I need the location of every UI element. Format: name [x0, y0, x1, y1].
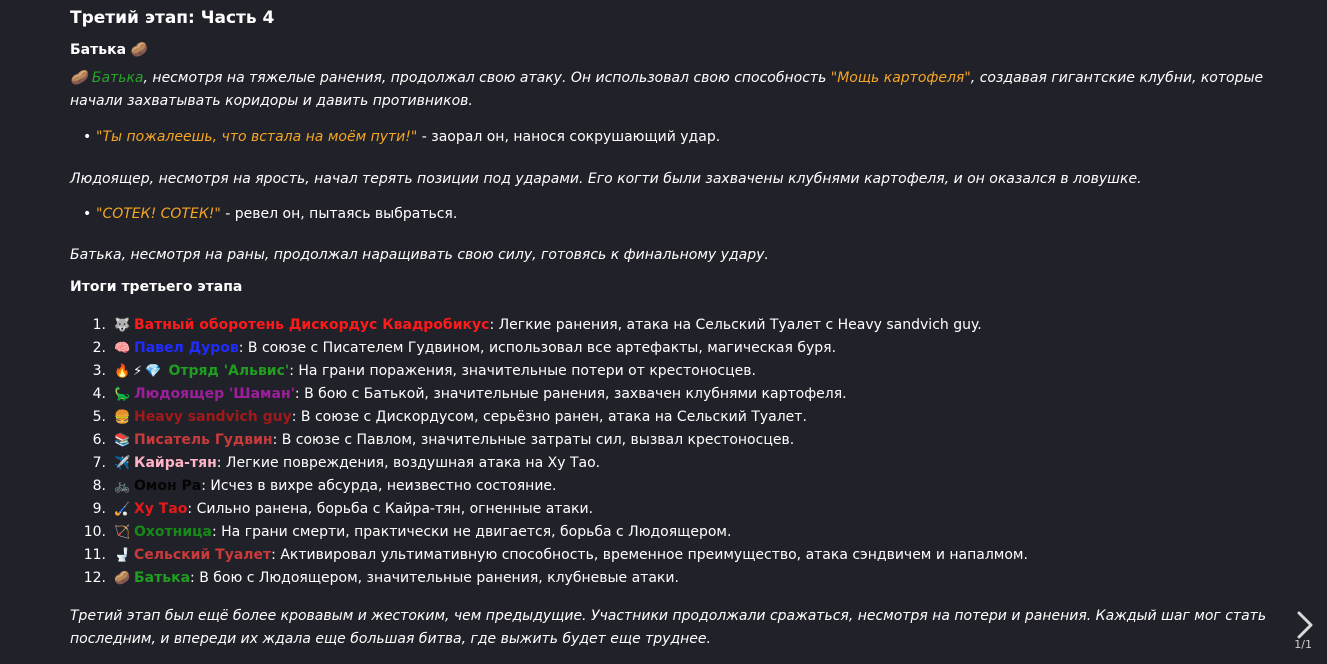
paragraph-lizard: Людоящер, несмотря на ярость, начал терять позиции под ударами. Его когти были захвачены клубнями картофеля, и он оказался в ловушке.	[70, 171, 1142, 187]
quote-text: "СОТЕК! СОТЕК!"	[96, 206, 221, 222]
closing-paragraph: Третий этап был ещё более кровавым и жестоким, чем предыдущие. Участники продолжали сражаться, несмотря на потери и ранения. Каждый шаг мог стать последним, и впереди их ждала еще большая битва, где выжить будет еще труднее.	[70, 608, 1267, 647]
list-item	[70, 567, 1028, 590]
participant-status: : В союзе с Павлом, значительные затраты сил, вызвал крестоносцев.	[272, 432, 795, 448]
participant-name: Охотница	[134, 524, 212, 540]
hockey-icon: 🏑	[114, 502, 131, 517]
participant-name: Ватный оборотень Дискордус Квадробикус	[134, 317, 490, 333]
airplane-icon: ✈️	[114, 456, 131, 471]
participant-status: : В союзе с Дискордусом, серьёзно ранен, атака на Сельский Туалет.	[291, 409, 807, 425]
paragraph-batka-attack	[70, 67, 1275, 113]
participant-status: : Легкие ранения, атака на Сельский Туалет с Heavy sandvich guy.	[489, 317, 982, 333]
burger-icon: 🍔	[114, 410, 131, 425]
wolf-icon: 🐺	[114, 318, 131, 333]
participant-status: : В бою с Людоящером, значительные ранения, клубневые атаки.	[190, 570, 679, 586]
participant-name: Отряд 'Альвис'	[168, 363, 290, 379]
bicycle-icon: 🚲	[114, 479, 131, 494]
list-item	[70, 383, 1028, 406]
character-name: Батька	[91, 70, 144, 86]
item-number: 4.	[92, 386, 106, 402]
list-item	[70, 314, 1028, 337]
item-number: 7.	[92, 455, 106, 471]
item-number: 2.	[92, 340, 106, 356]
potato-icon: 🥔	[114, 571, 131, 586]
potato-icon: 🥔	[130, 42, 149, 58]
participant-status: : Исчез в вихре абсурда, неизвестно состояние.	[201, 478, 557, 494]
participant-status: : Сильно ранена, борьба с Кайра-тян, огненные атаки.	[187, 501, 594, 517]
item-number: 1.	[92, 317, 106, 333]
chevron-right-icon[interactable]	[1295, 610, 1315, 640]
results-heading: Итоги третьего этапа	[70, 279, 243, 295]
participant-name: Heavy sandvich guy	[134, 409, 292, 425]
participant-name: Людоящер 'Шаман'	[134, 386, 295, 402]
participant-name: Ху Тао	[134, 501, 188, 517]
paragraph-text: , несмотря на тяжелые ранения, продолжал свою атаку. Он использовал свою способность	[143, 70, 831, 86]
bullet-quote-2	[96, 206, 457, 222]
participant-name: Писатель Гудвин	[134, 432, 273, 448]
quote-text: "Ты пожалеешь, что встала на моём пути!"	[96, 129, 418, 145]
participant-status: : В союзе с Писателем Гудвином, использовал все артефакты, магическая буря.	[238, 340, 837, 356]
list-item	[70, 337, 1028, 360]
fire-lightning-gem-icon: 🔥⚡💎	[114, 364, 165, 379]
bullet-text: - заорал он, нанося сокрушающий удар.	[417, 129, 721, 145]
item-number: 9.	[92, 501, 106, 517]
list-item	[70, 521, 1028, 544]
participant-status: : Активировал ультимативную способность, временное преимущество, атака сэндвичем и напалмом.	[271, 547, 1028, 563]
results-list	[70, 314, 1028, 590]
bullet-quote-1	[96, 129, 720, 145]
list-item	[70, 429, 1028, 452]
page-counter: 1/1	[1294, 638, 1312, 651]
participant-name: Омон Ра	[134, 478, 202, 494]
participant-name: Батька	[134, 570, 191, 586]
participant-status: : В бою с Батькой, значительные ранения, захвачен клубнями картофеля.	[294, 386, 847, 402]
bow-arrow-icon: 🏹	[114, 525, 131, 540]
toilet-icon: 🚽	[114, 548, 131, 563]
list-item	[70, 498, 1028, 521]
bullet-text: - ревел он, пытаясь выбраться.	[220, 206, 458, 222]
item-number: 6.	[92, 432, 106, 448]
participant-name: Павел Дуров	[134, 340, 239, 356]
participant-name: Сельский Туалет	[134, 547, 272, 563]
paragraph-text: , создавая гигантские клубни, которые начали захватывать коридоры и давить противников.	[70, 70, 1264, 109]
section-heading-batka	[70, 42, 148, 58]
list-item	[70, 475, 1028, 498]
list-item	[70, 452, 1028, 475]
item-number: 5.	[92, 409, 106, 425]
list-item	[70, 360, 1028, 383]
participant-name: Кайра-тян	[134, 455, 217, 471]
item-number: 3.	[92, 363, 106, 379]
list-item	[70, 544, 1028, 567]
paragraph-batka-power: Батька, несмотря на раны, продолжал наращивать свою силу, готовясь к финальному удару.	[70, 247, 769, 263]
participant-status: : На грани смерти, практически не двигается, борьба с Людоящером.	[211, 524, 732, 540]
item-number: 12.	[83, 570, 106, 586]
potato-icon: 🥔	[70, 70, 88, 86]
books-icon: 📚	[114, 433, 131, 448]
ability-quote: "Мощь картофеля"	[830, 70, 971, 86]
participant-status: : На грани поражения, значительные потери от крестоносцев.	[289, 363, 756, 379]
page-title: Третий этап: Часть 4	[70, 8, 275, 28]
item-number: 11.	[83, 547, 106, 563]
list-item	[70, 406, 1028, 429]
brain-icon: 🧠	[114, 341, 131, 356]
section-heading-text: Батька	[70, 42, 127, 58]
participant-status: : Легкие повреждения, воздушная атака на Ху Тао.	[216, 455, 601, 471]
item-number: 10.	[83, 524, 106, 540]
item-number: 8.	[92, 478, 106, 494]
dinosaur-icon: 🦕	[114, 387, 131, 402]
